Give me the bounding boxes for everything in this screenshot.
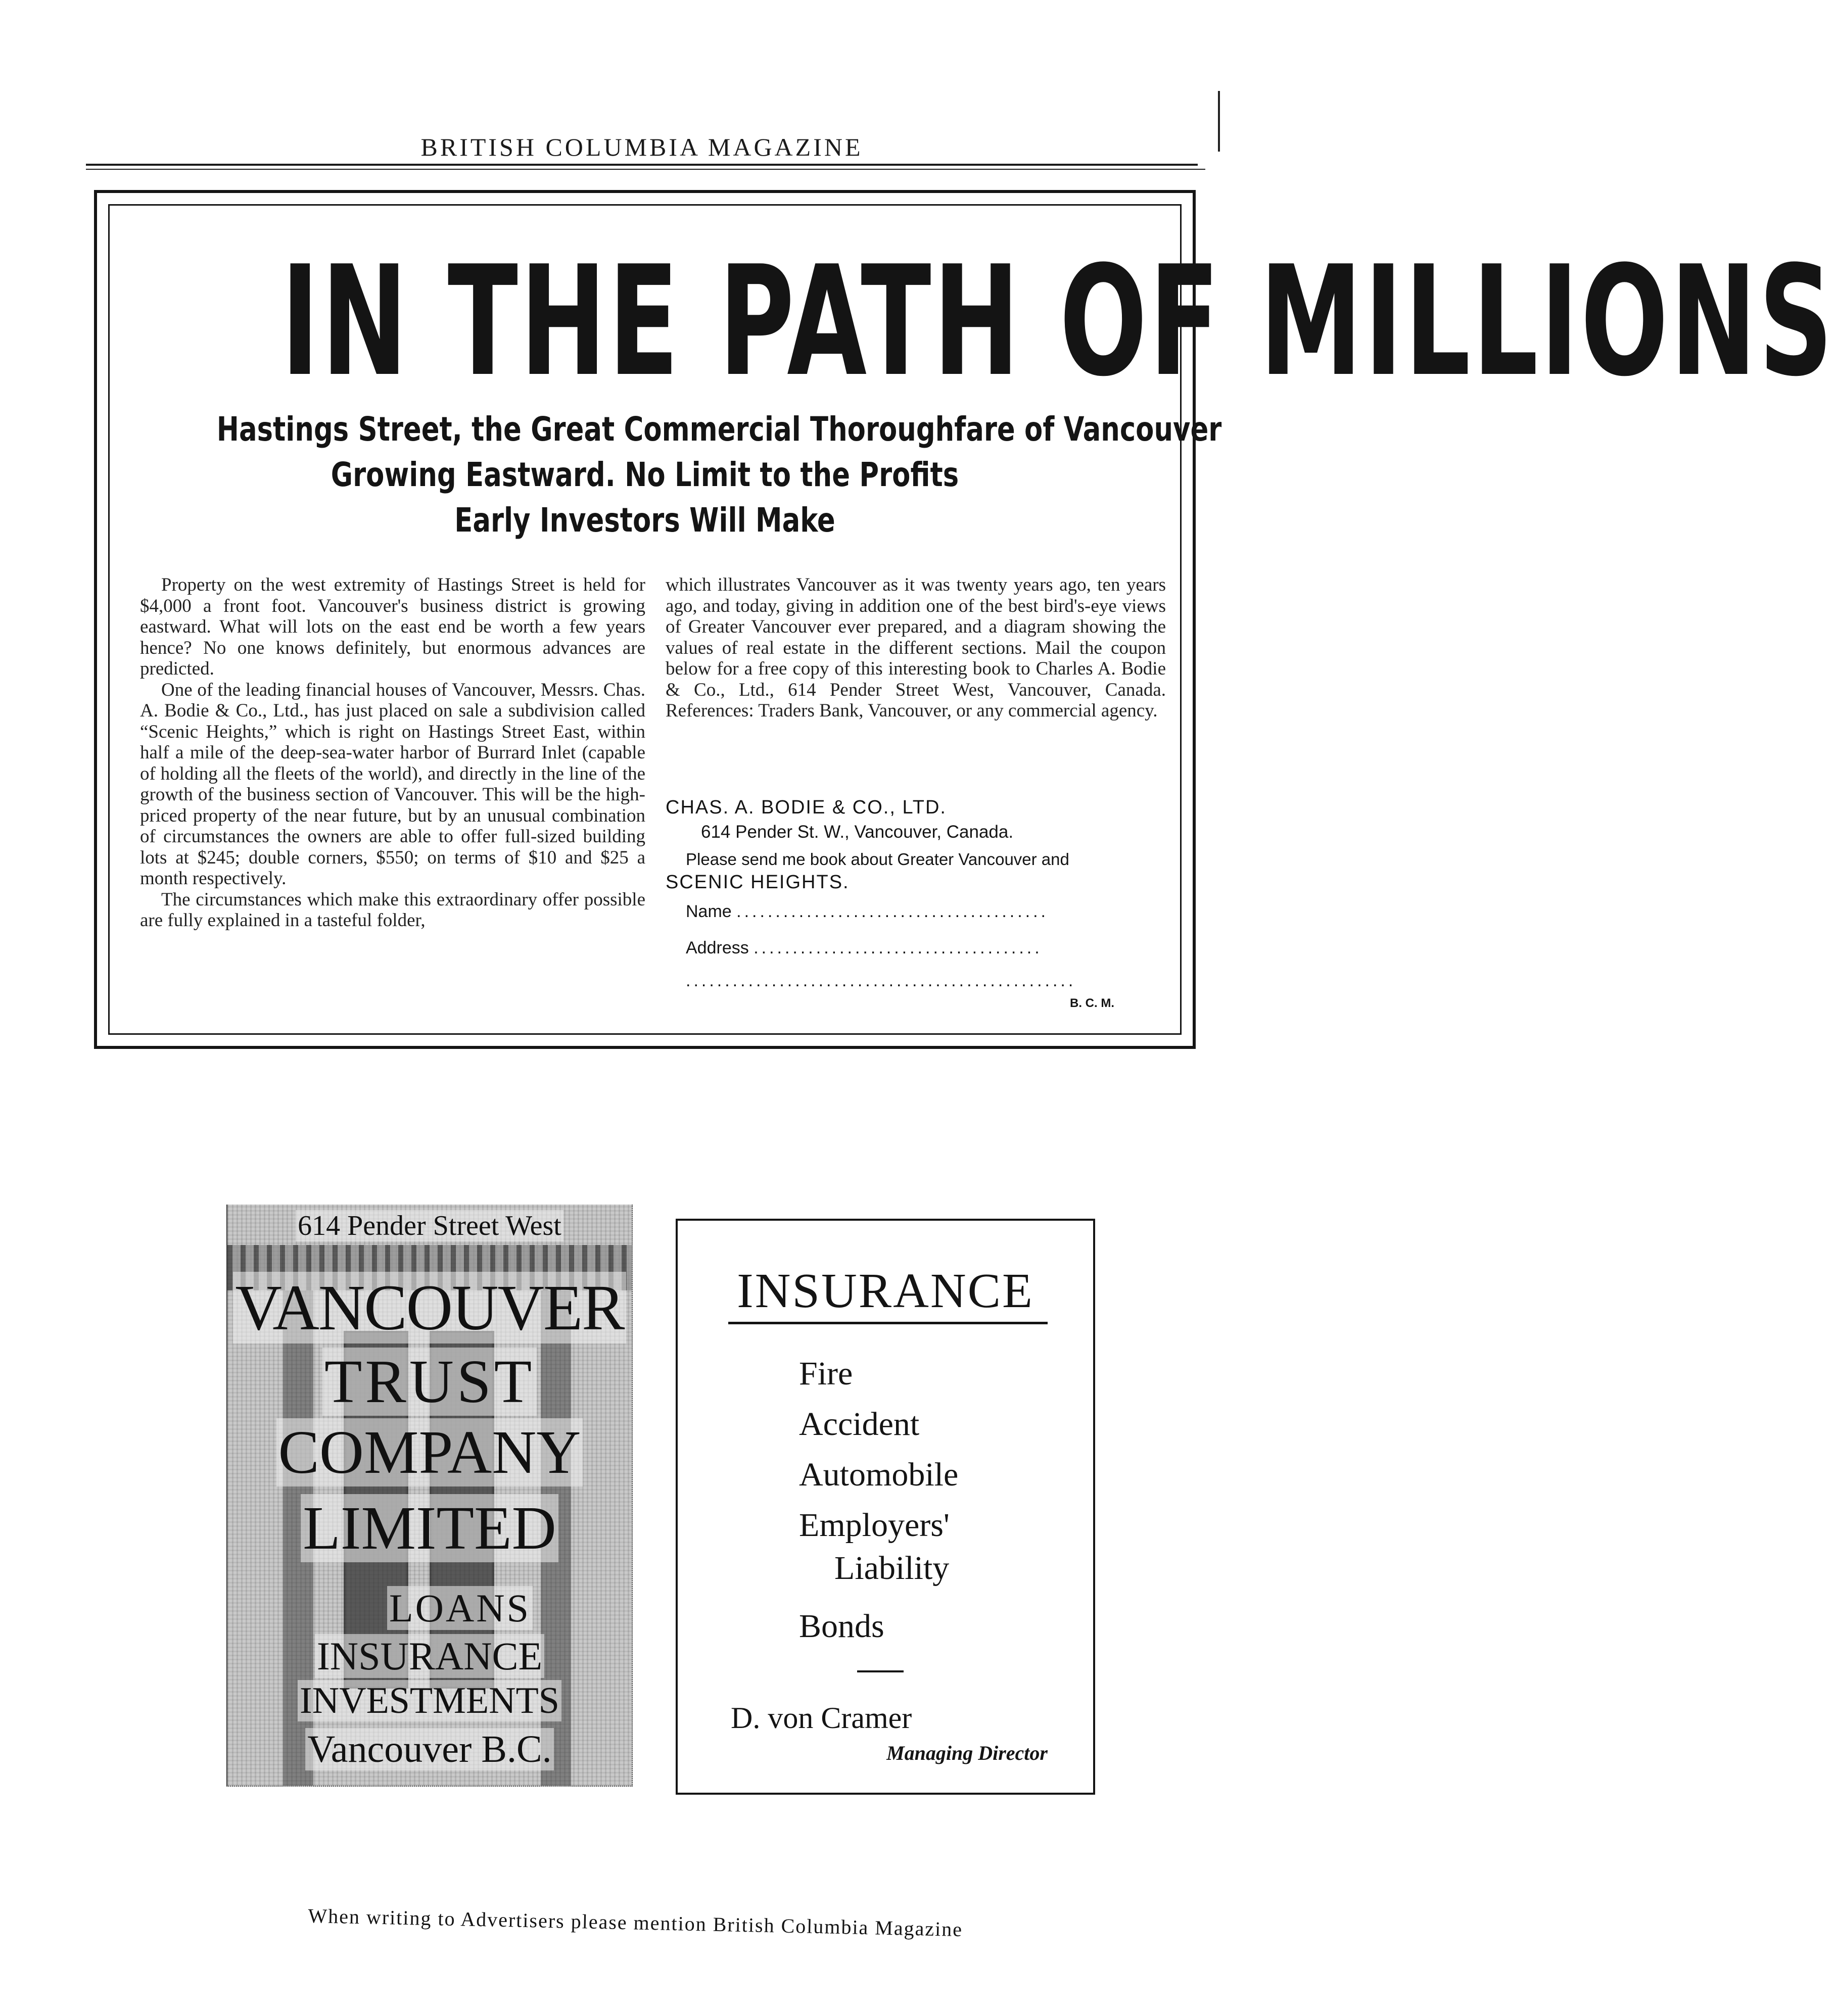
manager-role: Managing Director: [886, 1742, 1048, 1764]
body-paragraph: which illustrates Vancouver as it was twenty years ago, ten years ago, and today, giving in addition one of the best bird's-eye views of Greater Vancouver ever prepared, and a diagram showing the values of real estate in the different sections. Mail the coupon below for a free copy of this interesting book to Charles A. Bodie & Co., Ltd., 614 Pender Street West, Vancouver, Canada. References: Traders Bank, Vancouver, or any commercial agency.: [666, 574, 1166, 721]
street-address: 614 Pender Street West: [227, 1212, 632, 1240]
edge-mark: [1218, 91, 1220, 152]
title-underline: [728, 1322, 1048, 1324]
insurance-item-employers: Employers': [799, 1507, 950, 1544]
insurance-item-automobile: Automobile: [799, 1456, 959, 1493]
body-paragraph: One of the leading financial houses of Vancouver, Messrs. Chas. A. Bodie & Co., Ltd., has just placed on sale a subdivision called “Scenic Heights,” which is right on Hastings Street East, within half a mile of the deep-sea-water harbor of Burrard Inlet (capable of holding all the fleets of the world), and directly in the line of the growth of the business section of Vancouver. This will be the high-priced property of the near future, but by an unusual combination of circumstances the owners are able to offer full-sized building lots at $245; double corners, $550; on terms of $10 and $25 a month respectively.: [140, 679, 645, 889]
trust-line-investments: INVESTMENTS: [227, 1682, 632, 1719]
address-field[interactable]: .....................................: [754, 938, 1043, 957]
coupon-name-row[interactable]: [686, 902, 1049, 922]
coupon-code: B. C. M.: [1070, 996, 1114, 1010]
trust-line-city: Vancouver B.C.: [227, 1730, 632, 1768]
trust-line-vancouver: VANCOUVER: [227, 1275, 632, 1340]
head-rule-thin: [86, 169, 1205, 170]
subhead-line-3: Early Investors Will Make: [454, 501, 835, 540]
trust-line-loans: LOANS: [227, 1589, 632, 1628]
divider: [857, 1670, 904, 1672]
manager-name: D. von Cramer: [731, 1701, 912, 1735]
running-head: BRITISH COLUMBIA MAGAZINE: [420, 133, 863, 161]
coupon-request-2: SCENIC HEIGHTS.: [666, 872, 850, 893]
trust-line-trust: TRUST: [227, 1351, 632, 1413]
insurance-title: INSURANCE: [737, 1264, 1034, 1318]
name-field[interactable]: ........................................: [736, 902, 1049, 921]
insurance-advertisement: [676, 1219, 1095, 1795]
headline: IN THE PATH OF MILLIONS: [280, 233, 1835, 410]
trust-line-insurance: INSURANCE: [227, 1637, 632, 1676]
name-label: Name: [686, 902, 732, 921]
trust-line-company: COMPANY: [227, 1422, 632, 1483]
address-label: Address: [686, 938, 749, 957]
subhead-line-2: Growing Eastward. No Limit to the Profits: [331, 455, 959, 494]
insurance-item-liability: Liability: [834, 1550, 950, 1587]
advertisement-inner-frame: [108, 204, 1835, 1035]
main-advertisement: [94, 190, 1835, 1049]
body-paragraph: Property on the west extremity of Hastings Street is held for $4,000 a front foot. Vancouver's business district is growing eastward. What will lots on the east end be worth a few years hence? No one knows definitely, but enormous advances are predicted.: [140, 574, 645, 679]
trust-company-advertisement: [226, 1205, 633, 1787]
insurance-item-fire: Fire: [799, 1355, 853, 1392]
coupon-request: Please send me book about Greater Vancouver and: [686, 850, 1069, 869]
right-column: [666, 574, 1166, 722]
insurance-item-accident: Accident: [799, 1406, 920, 1443]
left-column: [140, 574, 645, 931]
trust-line-limited: LIMITED: [227, 1498, 632, 1559]
head-rule: [86, 164, 1198, 166]
coupon-company: CHAS. A. BODIE & CO., LTD.: [666, 797, 947, 818]
insurance-item-bonds: Bonds: [799, 1608, 884, 1645]
coupon-address: 614 Pender St. W., Vancouver, Canada.: [701, 822, 1014, 842]
address-field-continued[interactable]: ..................................................: [686, 971, 1076, 990]
coupon-address-row[interactable]: [686, 938, 1043, 958]
body-paragraph: The circumstances which make this extraordinary offer possible are fully explained in a tasteful folder,: [140, 889, 645, 931]
footer-line: When writing to Advertisers please mention British Columbia Magazine: [308, 1904, 963, 1941]
subhead-line-1: Hastings Street, the Great Commercial Thoroughfare of Vancouver: [216, 410, 1222, 449]
